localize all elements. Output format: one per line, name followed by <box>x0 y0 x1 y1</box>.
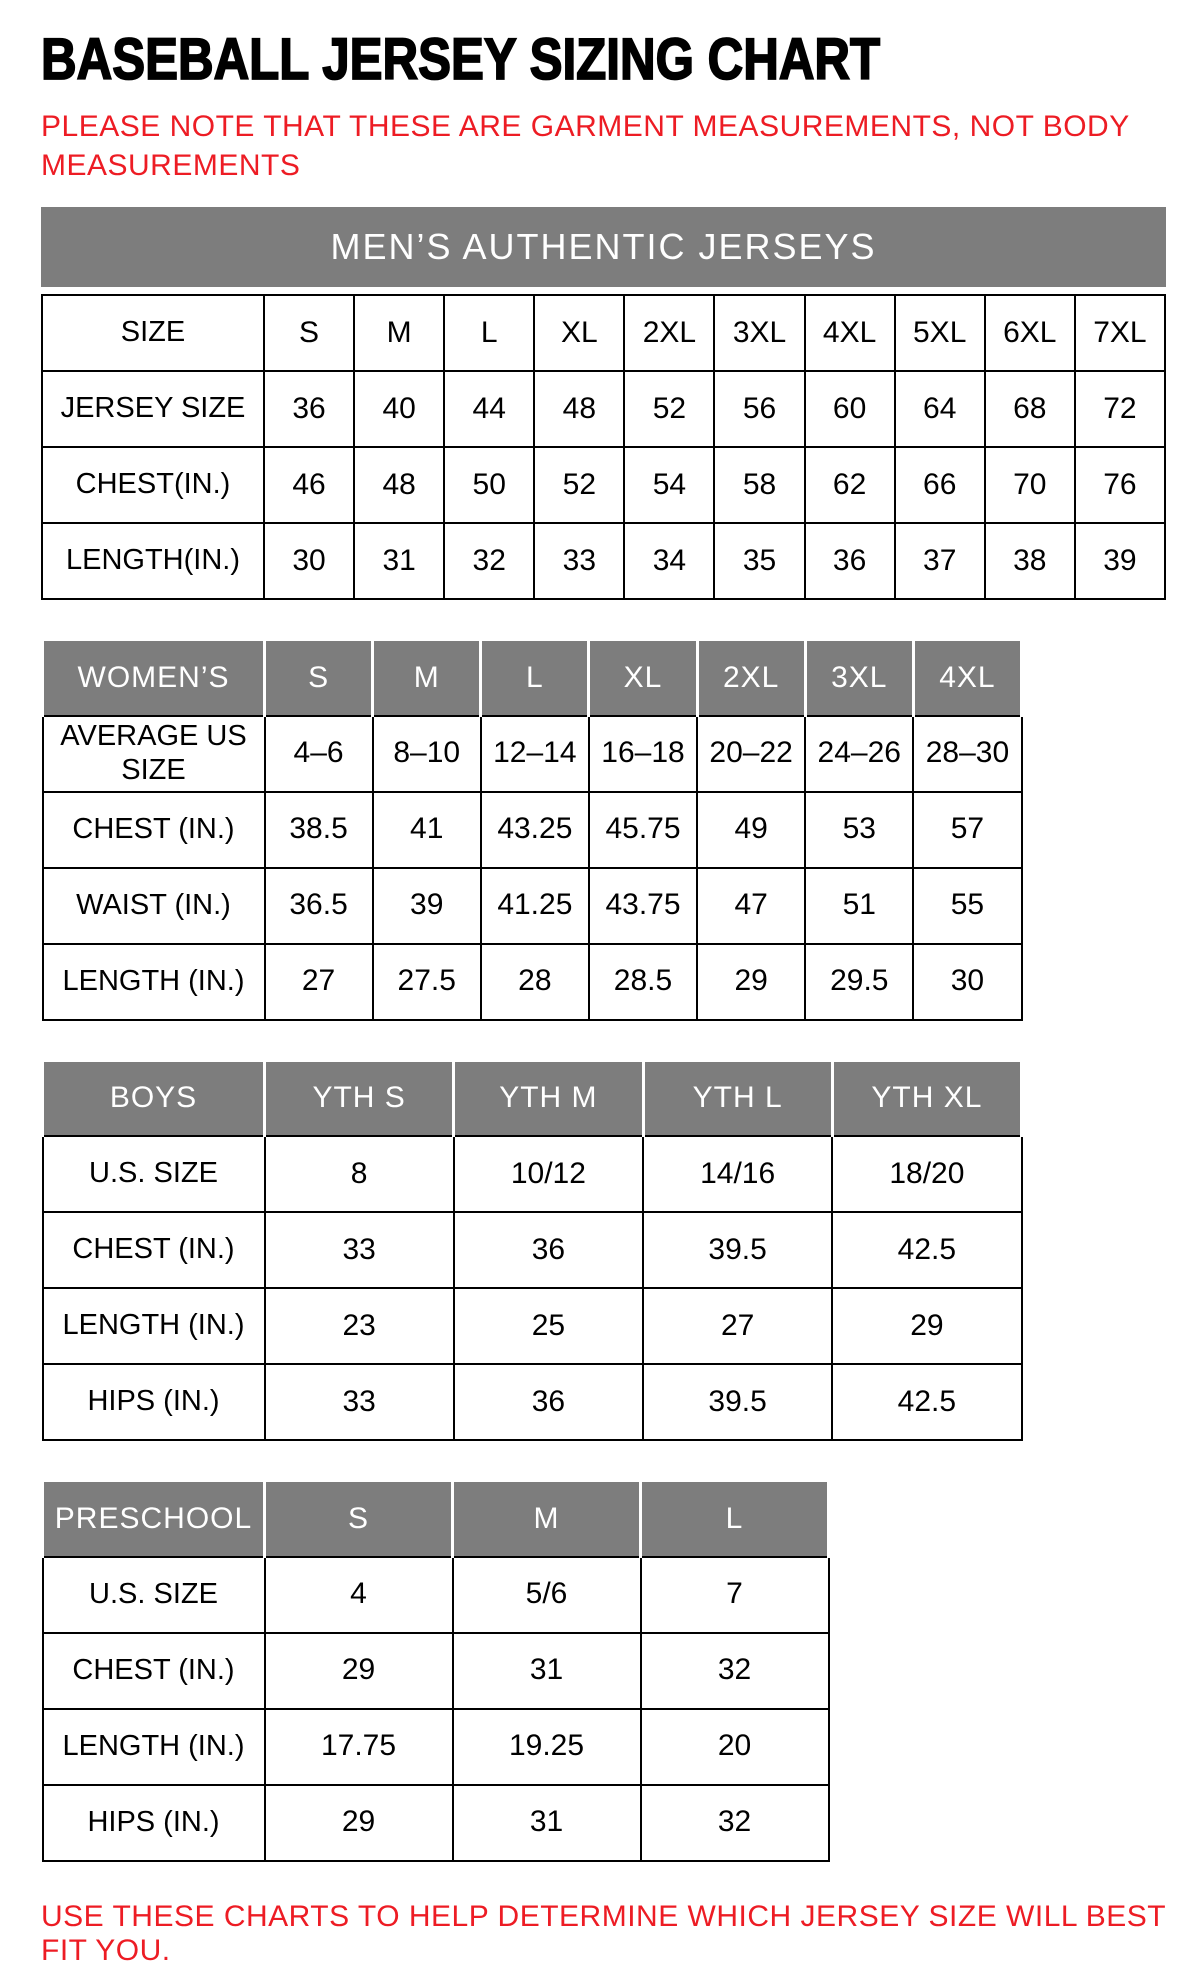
value-cell: 27 <box>643 1288 832 1364</box>
value-cell: 27 <box>265 944 373 1020</box>
value-cell: 52 <box>624 371 714 447</box>
value-cell: 60 <box>805 371 895 447</box>
column-header: XL <box>589 640 697 716</box>
value-cell: 31 <box>453 1633 641 1709</box>
value-cell: 43.25 <box>481 792 589 868</box>
value-cell: 76 <box>1075 447 1165 523</box>
row-label: CHEST(IN.) <box>42 447 264 523</box>
value-cell: 28 <box>481 944 589 1020</box>
table-row <box>43 1212 1022 1288</box>
value-cell: 39 <box>373 868 481 944</box>
boys-table <box>41 1059 1023 1442</box>
value-cell: S <box>264 295 354 371</box>
value-cell: M <box>354 295 444 371</box>
value-cell: 40 <box>354 371 444 447</box>
value-cell: 4–6 <box>265 716 373 792</box>
column-header: 4XL <box>913 640 1021 716</box>
value-cell: 38 <box>985 523 1075 599</box>
row-label: LENGTH (IN.) <box>43 1709 265 1785</box>
table-row <box>43 1136 1022 1212</box>
table-row <box>43 944 1022 1020</box>
value-cell: 46 <box>264 447 354 523</box>
value-cell: 45.75 <box>589 792 697 868</box>
value-cell: 55 <box>913 868 1021 944</box>
value-cell: 29 <box>265 1633 453 1709</box>
value-cell: 8 <box>265 1136 454 1212</box>
tables-container <box>41 207 1200 1862</box>
value-cell: 57 <box>913 792 1021 868</box>
value-cell: 66 <box>895 447 985 523</box>
column-header: S <box>265 640 373 716</box>
table-row <box>42 447 1165 523</box>
value-cell: 39.5 <box>643 1212 832 1288</box>
womens-table <box>41 638 1023 1021</box>
value-cell: 31 <box>453 1785 641 1861</box>
table-row <box>43 1709 829 1785</box>
row-label: CHEST (IN.) <box>43 1633 265 1709</box>
value-cell: 39.5 <box>643 1364 832 1440</box>
value-cell: 30 <box>264 523 354 599</box>
value-cell: 10/12 <box>454 1136 643 1212</box>
value-cell: 33 <box>265 1364 454 1440</box>
value-cell: 42.5 <box>832 1212 1021 1288</box>
column-header: M <box>373 640 481 716</box>
value-cell: 30 <box>913 944 1021 1020</box>
value-cell: 32 <box>444 523 534 599</box>
table-row <box>43 792 1022 868</box>
table-row <box>42 371 1165 447</box>
value-cell: 50 <box>444 447 534 523</box>
column-header: M <box>453 1481 641 1557</box>
row-label: JERSEY SIZE <box>42 371 264 447</box>
value-cell: 28–30 <box>913 716 1021 792</box>
column-header: 2XL <box>697 640 805 716</box>
value-cell: 29 <box>265 1785 453 1861</box>
value-cell: 3XL <box>714 295 804 371</box>
value-cell: 36 <box>805 523 895 599</box>
value-cell: 28.5 <box>589 944 697 1020</box>
value-cell: 31 <box>354 523 444 599</box>
value-cell: 72 <box>1075 371 1165 447</box>
mens-banner: MEN’S AUTHENTIC JERSEYS <box>41 207 1166 287</box>
womens-grid <box>41 638 1023 1021</box>
row-label: LENGTH (IN.) <box>43 944 265 1020</box>
value-cell: 32 <box>641 1785 829 1861</box>
row-label: CHEST (IN.) <box>43 792 265 868</box>
value-cell: 25 <box>454 1288 643 1364</box>
value-cell: 4XL <box>805 295 895 371</box>
column-header: YTH L <box>643 1060 832 1136</box>
table-row <box>42 523 1165 599</box>
value-cell: 7XL <box>1075 295 1165 371</box>
table-row <box>43 716 1022 792</box>
value-cell: 35 <box>714 523 804 599</box>
column-header: YTH S <box>265 1060 454 1136</box>
note-line-1: PLEASE NOTE THAT THESE ARE GARMENT MEASUREMENTS, NOT BODY <box>41 110 1130 143</box>
preschool-grid <box>41 1479 830 1862</box>
table-row <box>43 1364 1022 1440</box>
page-title: BASEBALL JERSEY SIZING CHART <box>41 27 881 92</box>
value-cell: 27.5 <box>373 944 481 1020</box>
column-header: L <box>481 640 589 716</box>
value-cell: 36 <box>454 1212 643 1288</box>
value-cell: 33 <box>534 523 624 599</box>
preschool-table <box>41 1479 830 1862</box>
value-cell: 18/20 <box>832 1136 1021 1212</box>
value-cell: 14/16 <box>643 1136 832 1212</box>
value-cell: 32 <box>641 1633 829 1709</box>
mens-table <box>41 207 1166 600</box>
value-cell: 33 <box>265 1212 454 1288</box>
footer-text: USE THESE CHARTS TO HELP DETERMINE WHICH JERSEY SIZE WILL BEST FIT YOU. <box>41 1899 1166 1967</box>
table-row <box>43 1633 829 1709</box>
value-cell: 24–26 <box>805 716 913 792</box>
value-cell: 20–22 <box>697 716 805 792</box>
value-cell: 12–14 <box>481 716 589 792</box>
value-cell: 19.25 <box>453 1709 641 1785</box>
note-line-2: MEASUREMENTS <box>41 149 301 182</box>
value-cell: 5XL <box>895 295 985 371</box>
note-text <box>41 107 1200 185</box>
value-cell: 48 <box>534 371 624 447</box>
value-cell: 29 <box>832 1288 1021 1364</box>
mens-grid <box>41 294 1166 600</box>
value-cell: 36 <box>454 1364 643 1440</box>
value-cell: 17.75 <box>265 1709 453 1785</box>
table-row <box>42 295 1165 371</box>
boys-grid <box>41 1059 1023 1442</box>
value-cell: 56 <box>714 371 804 447</box>
value-cell: 38.5 <box>265 792 373 868</box>
row-label: WAIST (IN.) <box>43 868 265 944</box>
row-label: HIPS (IN.) <box>43 1785 265 1861</box>
value-cell: 4 <box>265 1557 453 1633</box>
value-cell: 7 <box>641 1557 829 1633</box>
row-label: HIPS (IN.) <box>43 1364 265 1440</box>
value-cell: 20 <box>641 1709 829 1785</box>
value-cell: XL <box>534 295 624 371</box>
value-cell: 2XL <box>624 295 714 371</box>
row-label: U.S. SIZE <box>43 1557 265 1633</box>
value-cell: 36.5 <box>265 868 373 944</box>
value-cell: 36 <box>264 371 354 447</box>
value-cell: 5/6 <box>453 1557 641 1633</box>
row-label: LENGTH (IN.) <box>43 1288 265 1364</box>
value-cell: 47 <box>697 868 805 944</box>
column-header: 3XL <box>805 640 913 716</box>
value-cell: 54 <box>624 447 714 523</box>
header-label: WOMEN’S <box>43 640 265 716</box>
table-row <box>43 1288 1022 1364</box>
row-label: LENGTH(IN.) <box>42 523 264 599</box>
row-label: U.S. SIZE <box>43 1136 265 1212</box>
row-label: AVERAGE US SIZE <box>43 716 265 792</box>
value-cell: 39 <box>1075 523 1165 599</box>
value-cell: 34 <box>624 523 714 599</box>
header-row <box>43 1060 1022 1136</box>
value-cell: 49 <box>697 792 805 868</box>
header-row <box>43 1481 829 1557</box>
value-cell: 44 <box>444 371 534 447</box>
value-cell: 8–10 <box>373 716 481 792</box>
value-cell: 41 <box>373 792 481 868</box>
header-label: PRESCHOOL <box>43 1481 265 1557</box>
table-row <box>43 1785 829 1861</box>
value-cell: 29 <box>697 944 805 1020</box>
value-cell: 16–18 <box>589 716 697 792</box>
header-row <box>43 640 1022 716</box>
value-cell: 51 <box>805 868 913 944</box>
value-cell: 41.25 <box>481 868 589 944</box>
value-cell: 53 <box>805 792 913 868</box>
column-header: L <box>641 1481 829 1557</box>
table-row <box>43 868 1022 944</box>
value-cell: 42.5 <box>832 1364 1021 1440</box>
value-cell: L <box>444 295 534 371</box>
column-header: S <box>265 1481 453 1557</box>
row-label: SIZE <box>42 295 264 371</box>
header-label: BOYS <box>43 1060 265 1136</box>
value-cell: 52 <box>534 447 624 523</box>
value-cell: 23 <box>265 1288 454 1364</box>
value-cell: 43.75 <box>589 868 697 944</box>
value-cell: 37 <box>895 523 985 599</box>
column-header: YTH XL <box>832 1060 1021 1136</box>
value-cell: 70 <box>985 447 1075 523</box>
value-cell: 48 <box>354 447 444 523</box>
row-label: CHEST (IN.) <box>43 1212 265 1288</box>
column-header: YTH M <box>454 1060 643 1136</box>
value-cell: 58 <box>714 447 804 523</box>
table-row <box>43 1557 829 1633</box>
value-cell: 68 <box>985 371 1075 447</box>
value-cell: 62 <box>805 447 895 523</box>
value-cell: 64 <box>895 371 985 447</box>
value-cell: 6XL <box>985 295 1075 371</box>
value-cell: 29.5 <box>805 944 913 1020</box>
